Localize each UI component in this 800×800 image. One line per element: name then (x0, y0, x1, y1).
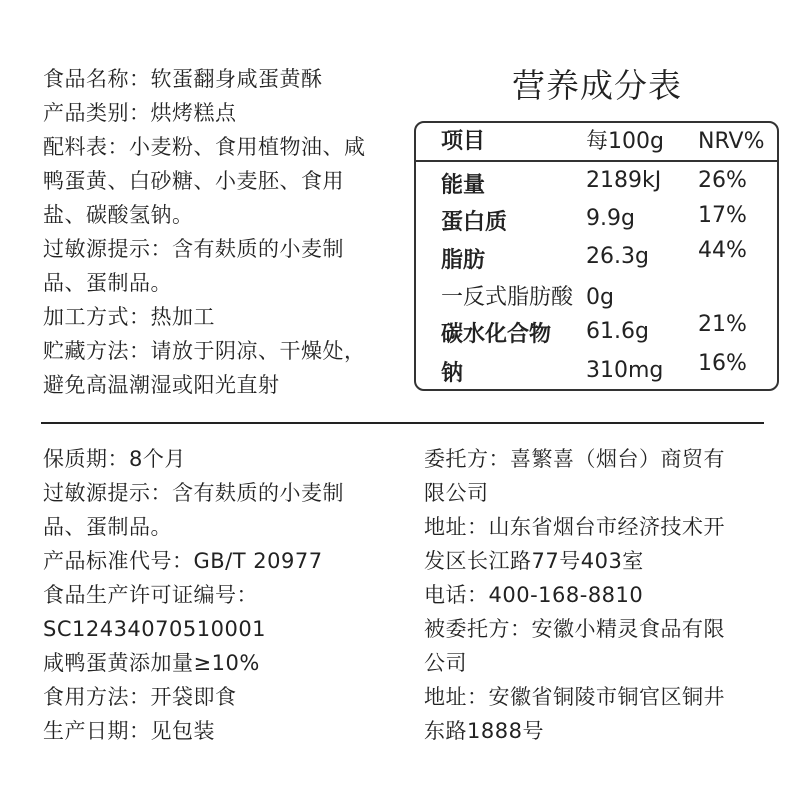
nutrition-row-protein-name: 蛋白质 (441, 210, 508, 235)
nutrition-row-protein-amount: 9.9g (586, 206, 635, 231)
client-address-line-2: 发区长江路77号403室 (424, 549, 644, 573)
nutrition-row-energy-amount: 2189kJ (586, 168, 662, 193)
client-line-2: 限公司 (424, 481, 489, 505)
nutrition-row-fat-name: 脂肪 (441, 248, 486, 273)
nutrition-row-carbs-name: 碳水化合物 (441, 322, 552, 347)
nutrition-row-transfat-name: 一反式脂肪酸 (441, 285, 574, 310)
yolk-content-line: 咸鸭蛋黄添加量≥10% (43, 651, 260, 675)
allergen-line-2: 品、蛋制品。 (43, 515, 172, 539)
allergen-line-1: 过敏源提示：含有麸质的小麦制 (43, 481, 344, 505)
client-line-1: 委托方：喜繁喜（烟台）商贸有 (424, 447, 725, 471)
allergen-line-2: 品、蛋制品。 (43, 271, 172, 295)
nutrition-header-item: 项目 (441, 129, 486, 154)
nutrition-row-sodium-name: 钠 (441, 361, 464, 386)
nutrition-header-per100: 每100g (586, 129, 664, 154)
manufacturer-address-line-1: 地址：安徽省铜陵市铜官区铜井 (424, 685, 725, 709)
product-details (43, 442, 344, 748)
nutrition-title: 营养成分表 (512, 66, 682, 105)
nutrition-row-fat-nrv: 44% (698, 238, 747, 263)
usage-line: 食用方法：开袋即食 (43, 685, 237, 709)
product-info (43, 62, 366, 402)
nutrition-header-divider (414, 160, 779, 162)
nutrition-row-energy-name: 能量 (441, 173, 486, 198)
nutrition-row-fat-amount: 26.3g (586, 244, 649, 269)
standard-code-line: 产品标准代号：GB/T 20977 (43, 549, 323, 573)
nutrition-row-protein-nrv: 17% (698, 203, 747, 228)
section-divider (41, 422, 764, 424)
manufacturer-address-line-2: 东路1888号 (424, 719, 544, 743)
nutrition-row-sodium-nrv: 16% (698, 351, 747, 376)
storage-line-1: 贮藏方法：请放于阴凉、干燥处， (43, 339, 366, 363)
ingredients-line-2: 鸭蛋黄、白砂糖、小麦胚、食用 (43, 169, 344, 193)
nutrition-header-nrv: NRV% (698, 129, 765, 154)
license-label-line: 食品生产许可证编号： (43, 583, 258, 607)
nutrition-row-transfat-amount: 0g (586, 285, 614, 310)
ingredients-line-1: 配料表：小麦粉、食用植物油、咸 (43, 135, 366, 159)
storage-line-2: 避免高温潮湿或阳光直射 (43, 373, 280, 397)
license-number-line: SC12434070510001 (43, 617, 267, 641)
nutrition-row-carbs-nrv: 21% (698, 312, 747, 337)
manufacturer-details (424, 442, 725, 748)
nutrition-row-carbs-amount: 61.6g (586, 319, 649, 344)
product-name-line: 食品名称：软蛋翻身咸蛋黄酥 (43, 67, 323, 91)
nutrition-row-energy-nrv: 26% (698, 168, 747, 193)
allergen-line-1: 过敏源提示：含有麸质的小麦制 (43, 237, 344, 261)
phone-line: 电话：400-168-8810 (424, 583, 644, 607)
production-date-line: 生产日期：见包装 (43, 719, 215, 743)
manufacturer-line-2: 公司 (424, 651, 467, 675)
shelf-life-line: 保质期：8个月 (43, 447, 186, 471)
product-category-line: 产品类别：烘烤糕点 (43, 101, 237, 125)
processing-method-line: 加工方式：热加工 (43, 305, 215, 329)
nutrition-row-sodium-amount: 310mg (586, 358, 664, 383)
ingredients-line-3: 盐、碳酸氢钠。 (43, 203, 194, 227)
manufacturer-line-1: 被委托方：安徽小精灵食品有限 (424, 617, 725, 641)
client-address-line-1: 地址：山东省烟台市经济技术开 (424, 515, 725, 539)
